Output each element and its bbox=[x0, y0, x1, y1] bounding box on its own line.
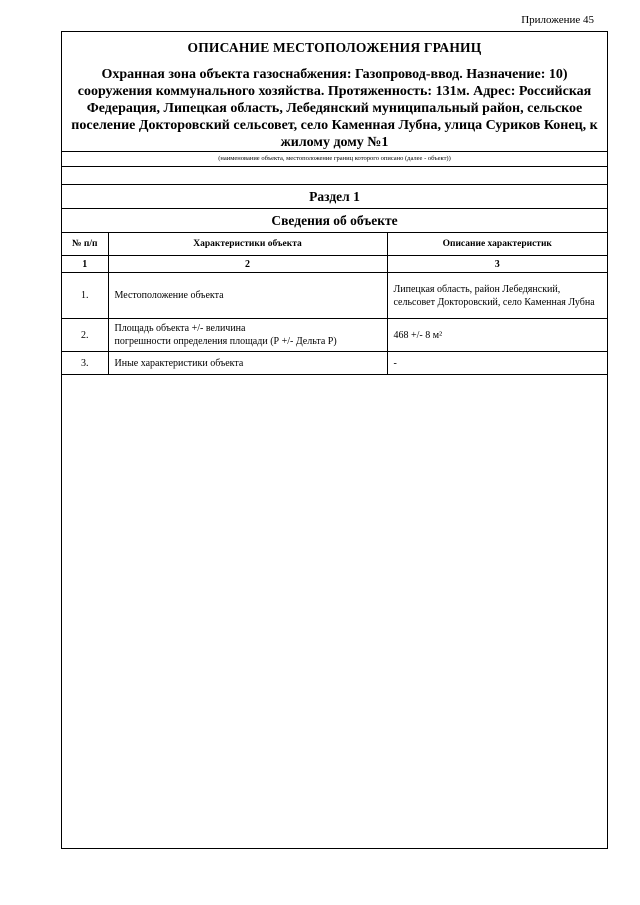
spacer-row bbox=[62, 167, 607, 185]
description-cell: 468 +/- 8 м² bbox=[387, 319, 607, 352]
title-block bbox=[62, 32, 607, 152]
subsection-title: Сведения об объекте bbox=[62, 209, 607, 233]
row-number: 3. bbox=[62, 352, 108, 375]
row-number: 2. bbox=[62, 319, 108, 352]
characteristic-line: погрешности определения площади (Р +/- Дельта Р) bbox=[114, 336, 337, 347]
object-info-table bbox=[62, 233, 607, 375]
object-note: (наименование объекта, местоположение границ которого описано (далее - объект)) bbox=[62, 152, 607, 167]
column-number: 3 bbox=[387, 256, 607, 273]
characteristic-line: Площадь объекта +/- величина bbox=[114, 323, 246, 334]
header-cell: № п/п bbox=[62, 233, 108, 256]
document-frame bbox=[61, 31, 608, 849]
table-header-row bbox=[62, 233, 607, 256]
characteristic-cell: Местоположение объекта bbox=[108, 273, 387, 319]
document-title: ОПИСАНИЕ МЕСТОПОЛОЖЕНИЯ ГРАНИЦ bbox=[187, 40, 482, 55]
header-cell: Характеристики объекта bbox=[108, 233, 387, 256]
column-number-row bbox=[62, 256, 607, 273]
appendix-label: Приложение 45 bbox=[521, 14, 594, 26]
characteristic-cell: Иные характеристики объекта bbox=[108, 352, 387, 375]
section-title: Раздел 1 bbox=[62, 185, 607, 209]
object-name: Охранная зона объекта газоснабжения: Газопровод-ввод. Назначение: 10) сооружения коммунального хозяйства. Протяженность: 131м. Адрес: Российская Федерация, Липецкая область, Лебедянский муниципальный район, сельское поселение Докторовский сельсовет, село Каменная Лубна, улица Суриков Конец, к жилому дому №1 bbox=[71, 67, 598, 150]
table-row bbox=[62, 352, 607, 375]
header-cell: Описание характеристик bbox=[387, 233, 607, 256]
column-number: 2 bbox=[108, 256, 387, 273]
description-cell: - bbox=[387, 352, 607, 375]
characteristic-cell bbox=[108, 319, 387, 352]
table-row bbox=[62, 273, 607, 319]
row-number: 1. bbox=[62, 273, 108, 319]
description-cell: Липецкая область, район Лебедянский, сельсовет Докторовский, село Каменная Лубна bbox=[387, 273, 607, 319]
table-row bbox=[62, 319, 607, 352]
column-number: 1 bbox=[62, 256, 108, 273]
